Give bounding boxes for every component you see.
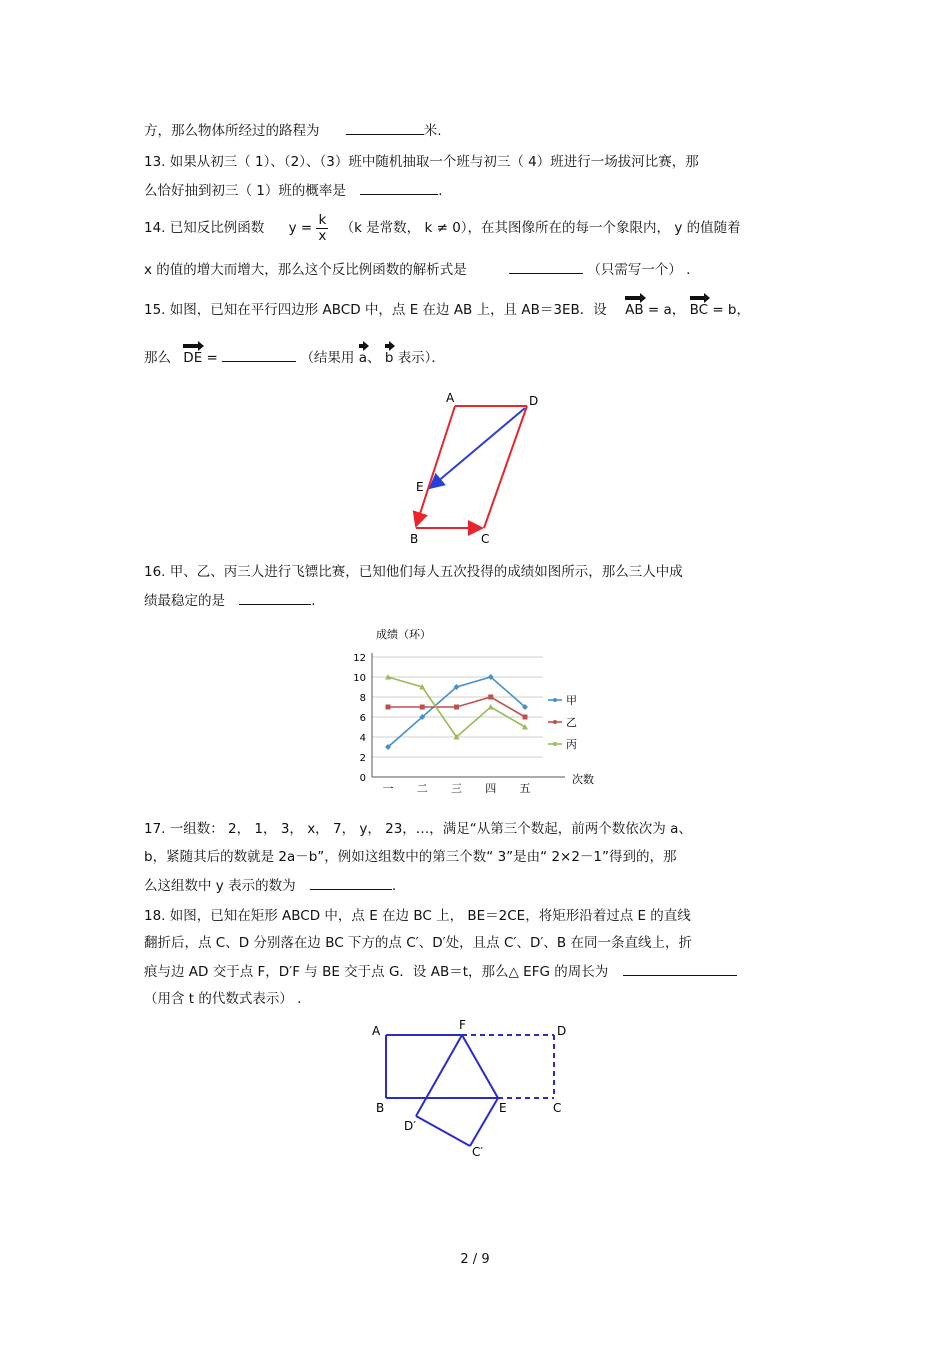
chart-x-ticks xyxy=(383,782,531,795)
legend-marker xyxy=(553,720,557,724)
q17-period: . xyxy=(391,878,397,894)
y-tick-label: 0 xyxy=(359,773,366,784)
q15-text-d: 表示）． xyxy=(397,350,445,366)
q13-line1: 13. 如果从初三（ 1）、（2）、（3）班中随机抽取一个班与初三（ 4）班进行一场拔河比赛，那 xyxy=(144,154,699,170)
data-point xyxy=(523,715,528,720)
data-point xyxy=(522,724,528,730)
q12-text: 方，那么物体所经过的路程为 xyxy=(144,123,320,139)
y-tick-label: 4 xyxy=(359,733,366,744)
q17-line2: b，紧随其后的数就是 2a－b”，例如这组数中的第三个数“ 3”是由“ 2×2－1”得到的，那 xyxy=(144,849,677,865)
fold-line-fe xyxy=(462,1035,498,1098)
q18-line4: （用含 t 的代数式表示） . xyxy=(144,991,302,1007)
q17-line1: 17. 一组数： 2， 1， 3， x， 7， y， 23，…，满足“从第三个数起，前两个数依次为 a、 xyxy=(144,821,692,837)
folded-rectangle-figure xyxy=(360,1016,580,1161)
vector-b: b xyxy=(384,350,394,366)
q14-line1 xyxy=(144,212,741,244)
page-number: 2 / 9 xyxy=(460,1252,490,1267)
q18-line1: 18. 如图，已知在矩形 ABCD 中，点 E 在边 BC 上， BE＝2CE，将矩形沿着过点 E 的直线 xyxy=(144,908,691,924)
q15-text-a: 15. 如图，已知在平行四边形 ABCD 中，点 E 在边 AB 上，且 AB＝3EB．设 xyxy=(144,302,607,318)
q14-text-b: （k 是常数， k ≠ 0），在其图像所在的每一个象限内， y 的值随着 xyxy=(340,220,741,236)
q15-sep: ， xyxy=(671,302,686,318)
q15-eq-a: = a xyxy=(647,302,672,318)
q14-text-d: （只需写一个） . xyxy=(587,262,691,278)
label-d-prime: D′ xyxy=(404,1119,416,1133)
x-tick-label: 二 xyxy=(416,782,428,795)
q13-line2 xyxy=(144,181,442,200)
q14-frac-num: k xyxy=(318,211,327,228)
q14-text-a: 14. 已知反比例函数 xyxy=(144,220,265,236)
edge-fd1 xyxy=(416,1035,462,1116)
score-line-chart xyxy=(340,622,610,802)
x-tick-label: 一 xyxy=(382,782,394,795)
label-c-prime: C′ xyxy=(472,1145,484,1159)
label-f: F xyxy=(459,1018,466,1032)
y-tick-label: 8 xyxy=(359,693,366,704)
label-b: B xyxy=(410,532,419,546)
q12-line xyxy=(144,121,442,140)
q14-fraction xyxy=(316,213,328,244)
legend-marker xyxy=(553,698,557,702)
data-point xyxy=(454,705,459,710)
edge-d1c1 xyxy=(416,1116,470,1146)
vector-ab: AB xyxy=(625,302,644,318)
chart-gridlines xyxy=(372,653,565,777)
data-point xyxy=(386,705,391,710)
q15-line1 xyxy=(144,301,750,319)
label-e: E xyxy=(416,480,424,494)
data-point xyxy=(488,695,493,700)
q13-line2-text: 么恰好抽到初三（ 1）班的概率是 xyxy=(144,183,346,199)
q12-answer-blank[interactable] xyxy=(346,121,424,135)
chart-x-axis-label: 次数 xyxy=(572,773,594,786)
q15-mid: 、 xyxy=(367,350,381,366)
legend-label: 甲 xyxy=(566,694,577,707)
vector-de: DE xyxy=(183,350,203,366)
y-tick-label: 2 xyxy=(359,753,366,764)
y-tick-label: 12 xyxy=(353,653,366,664)
vector-de-arrow xyxy=(430,408,525,488)
q15-text-c: （结果用 xyxy=(300,350,355,366)
data-point xyxy=(420,705,425,710)
vector-bc: BC xyxy=(689,302,709,318)
chart-y-ticks xyxy=(353,653,366,784)
label-d: D xyxy=(557,1024,567,1038)
edge-c1e xyxy=(470,1098,498,1146)
q14-y-eq: y = xyxy=(288,220,313,236)
label-a: A xyxy=(372,1024,381,1038)
legend-label: 丙 xyxy=(566,738,577,751)
label-c: C xyxy=(553,1101,562,1115)
q16-text: 绩最稳定的是 xyxy=(144,593,225,609)
x-tick-label: 三 xyxy=(451,782,462,795)
q13-period: . xyxy=(438,183,443,199)
q15-eq-b: = b xyxy=(712,302,737,318)
data-point xyxy=(488,704,494,710)
vector-ab-arrow xyxy=(416,406,455,526)
q16-answer-blank[interactable] xyxy=(239,591,311,605)
q14-answer-blank[interactable] xyxy=(509,260,583,274)
q14-text-c: x 的值的增大而增大，那么这个反比例函数的解析式是 xyxy=(144,262,467,278)
legend-label: 乙 xyxy=(566,716,577,729)
q17-answer-blank[interactable] xyxy=(310,876,392,890)
chart-y-axis-label: 成绩（环） xyxy=(376,628,431,641)
q18-line3 xyxy=(144,962,737,981)
x-tick-label: 五 xyxy=(519,782,531,795)
q15-eq: = xyxy=(206,350,218,366)
chart-legend xyxy=(548,694,577,751)
q18-line2: 翻折后，点 C、D 分别落在边 BC 下方的点 C′、D′处，且点 C′、D′、B 在同一条直线上，折 xyxy=(144,935,692,951)
chart-series xyxy=(385,674,528,750)
q16-line1: 16. 甲、乙、丙三人进行飞镖比赛，已知他们每人五次投得的成绩如图所示，那么三人中成 xyxy=(144,564,683,580)
vector-a: a xyxy=(358,350,368,366)
q15-text-b: 那么 xyxy=(144,350,171,366)
legend-marker xyxy=(553,742,557,746)
label-d: D xyxy=(529,394,539,408)
q12-after: 米. xyxy=(423,123,442,139)
parallelogram-figure xyxy=(400,388,550,548)
x-tick-label: 四 xyxy=(485,782,497,795)
y-tick-label: 10 xyxy=(353,673,366,684)
label-b: B xyxy=(376,1101,385,1115)
y-tick-label: 6 xyxy=(359,713,366,724)
q16-period: . xyxy=(311,593,316,609)
q17-line3 xyxy=(144,876,396,895)
q17-text: 么这组数中 y 表示的数为 xyxy=(144,878,296,894)
label-c: C xyxy=(481,532,490,546)
q15-line2 xyxy=(144,348,445,367)
q14-frac-den: x xyxy=(318,227,327,244)
q18-text: 痕与边 AD 交于点 F，D′F 与 BE 交于点 G．设 AB＝t，那么△ EFG 的周长为 xyxy=(144,964,609,980)
q14-line2 xyxy=(144,260,690,279)
q16-line2 xyxy=(144,591,316,610)
label-a: A xyxy=(446,391,455,405)
q15-answer-blank[interactable] xyxy=(222,348,296,362)
q13-answer-blank[interactable] xyxy=(360,181,438,195)
q18-answer-blank[interactable] xyxy=(623,962,737,976)
frame-edges xyxy=(416,406,527,528)
label-e: E xyxy=(499,1101,507,1115)
q15-end: ， xyxy=(736,302,751,318)
